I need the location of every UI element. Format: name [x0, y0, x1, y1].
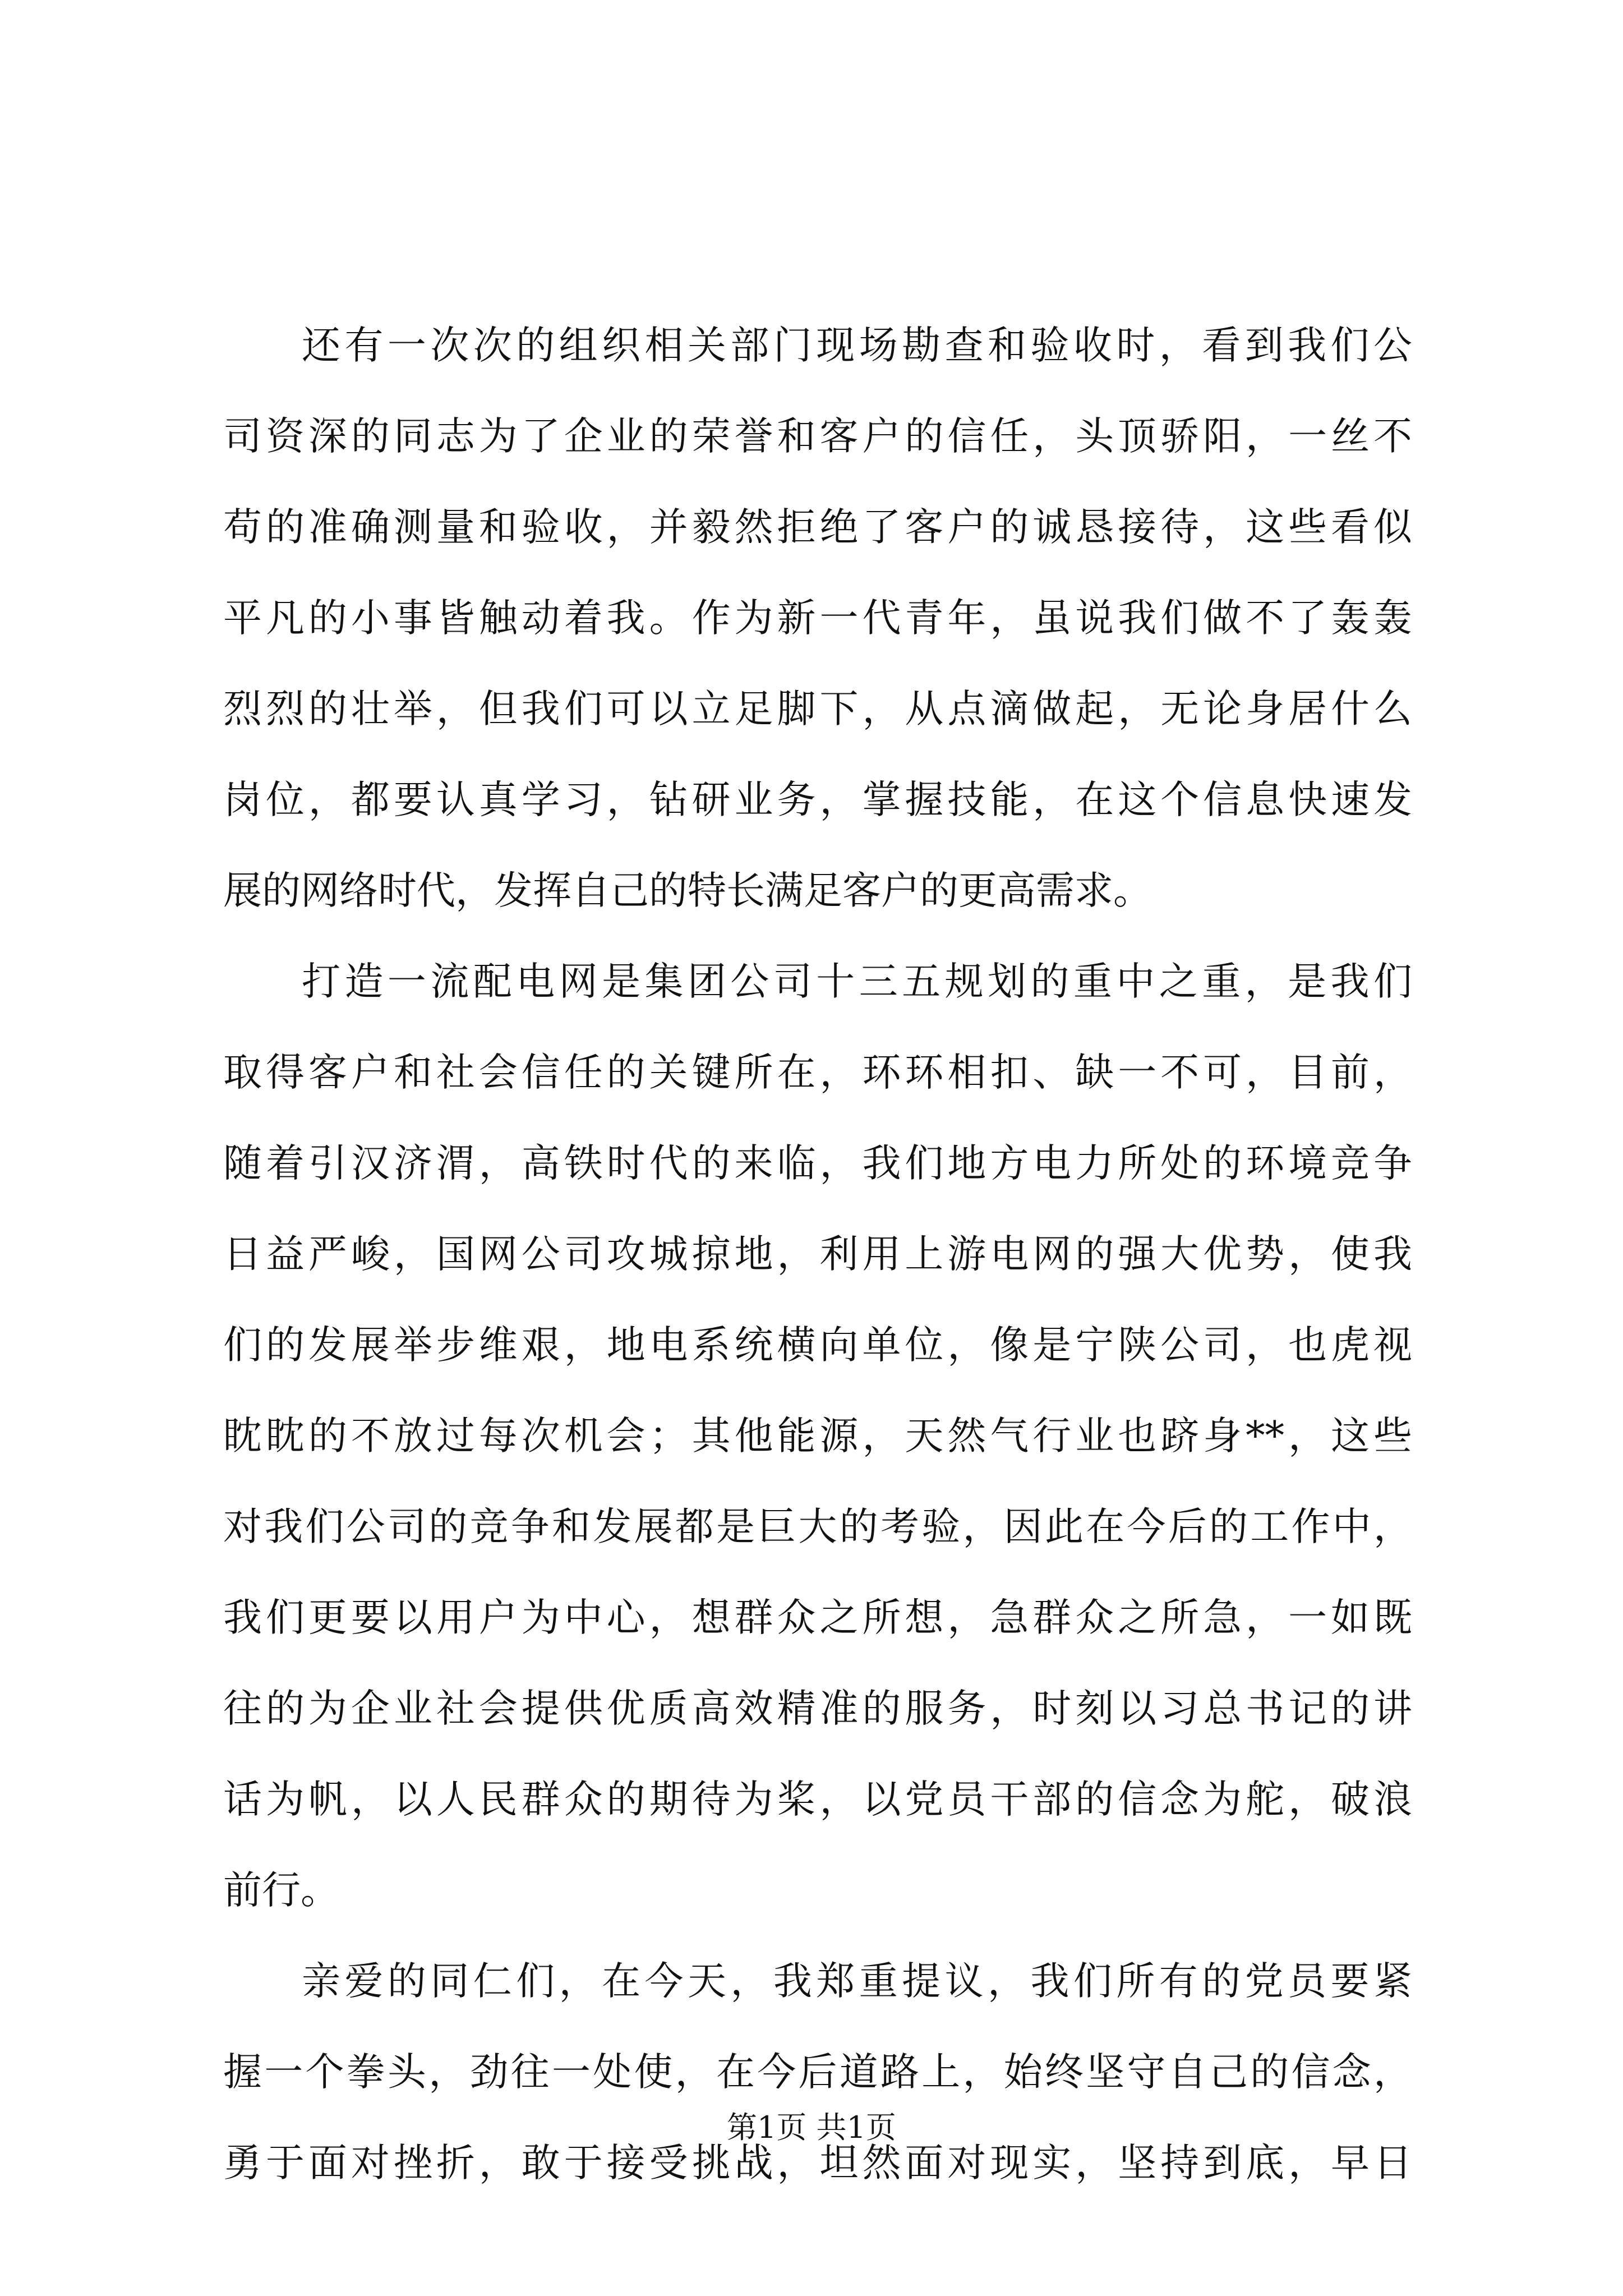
text-line: 还有一次次的组织相关部门现场勘查和验收时，看到我们公 — [302, 323, 1412, 368]
text-line: 日益严峻，国网公司攻城掠地，利用上游电网的强大优势，使我 — [223, 1232, 1412, 1277]
text-line: 苟的准确测量和验收，并毅然拒绝了客户的诚恳接待，这些看似 — [223, 505, 1412, 550]
paragraph — [223, 1936, 1412, 2208]
text-line: 我们更要以用户为中心，想群众之所想，急群众之所急，一如既 — [223, 1595, 1412, 1640]
page-footer — [0, 2108, 1623, 2147]
text-line: 取得客户和社会信任的关键所在，环环相扣、缺一不可，目前， — [223, 1050, 1412, 1095]
text-line: 平凡的小事皆触动着我。作为新一代青年，虽说我们做不了轰轰 — [223, 596, 1412, 641]
text-line: 们的发展举步维艰，地电系统横向单位，像是宁陕公司，也虎视 — [223, 1323, 1412, 1368]
text-line: 亲爱的同仁们，在今天，我郑重提议，我们所有的党员要紧 — [302, 1959, 1412, 2004]
text-line: 前行。 — [223, 1868, 339, 1913]
text-line: 打造一流配电网是集团公司十三五规划的重中之重，是我们 — [302, 959, 1412, 1004]
text-line: 烈烈的壮举，但我们可以立足脚下，从点滴做起，无论身居什么 — [223, 687, 1412, 731]
text-line: 勇于面对挫折，敢于接受挑战，坦然面对现实，坚持到底，早日 — [223, 2141, 1412, 2185]
text-line: 握一个拳头，劲往一处使，在今后道路上，始终坚守自己的信念， — [223, 2050, 1412, 2095]
text-line: 对我们公司的竞争和发展都是巨大的考验，因此在今后的工作中， — [223, 1504, 1412, 1549]
text-line: 随着引汉济渭，高铁时代的来临，我们地方电力所处的环境竞争 — [223, 1141, 1412, 1186]
text-line: 展的网络时代，发挥自己的特长满足客户的更高需求。 — [223, 868, 1152, 913]
text-line: 岗位，都要认真学习，钻研业务，掌握技能，在这个信息快速发 — [223, 777, 1412, 822]
text-line: 话为帆，以人民群众的期待为桨，以党员干部的信念为舵，破浪 — [223, 1777, 1412, 1822]
text-line: 司资深的同志为了企业的荣誉和客户的信任，头顶骄阳，一丝不 — [223, 414, 1412, 459]
document-body — [223, 300, 1412, 2208]
paragraph — [223, 300, 1412, 936]
paragraph — [223, 936, 1412, 1936]
page-number-label: 第1页 共1页 — [727, 2110, 896, 2145]
text-line: 往的为企业社会提供优质高效精准的服务，时刻以习总书记的讲 — [223, 1686, 1412, 1731]
text-line: 眈眈的不放过每次机会；其他能源，天然气行业也跻身**，这些 — [223, 1414, 1412, 1458]
